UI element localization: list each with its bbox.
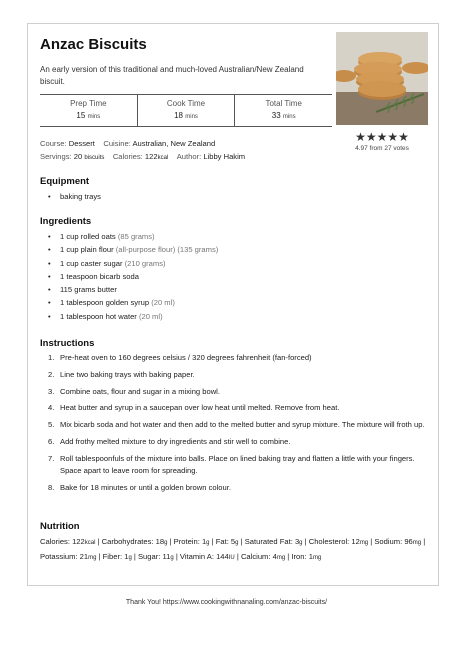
rating-votes: 4.97 from 27 votes [355, 145, 409, 152]
nutrition-item: Saturated Fat: 3g [244, 537, 303, 546]
list-item: 8. Bake for 18 minutes or until a golden brown colour. [48, 483, 231, 493]
ingredients-section [40, 216, 432, 323]
total-time-value: 33 [271, 111, 281, 120]
instructions-heading: Instructions [40, 338, 95, 349]
nutrition-item: Calcium: 4mg [240, 552, 286, 561]
equipment-heading: Equipment [40, 176, 90, 187]
recipe-title: Anzac Biscuits [40, 36, 147, 53]
servings-label: Servings: [40, 152, 72, 161]
list-item: 2. Line two baking trays with baking paper. [48, 369, 195, 379]
total-time-label: Total Time [265, 99, 302, 108]
nutrition-item: Vitamin A: 144IU [179, 552, 235, 561]
course-value: Dessert [68, 139, 95, 148]
list-item: 7. Roll tablespoonfuls of the mixture into balls. Place on lined baking tray and flatten a little with your fingers. Space apart to leave room for spreading. [48, 453, 415, 476]
nutrition-separator: | [238, 537, 245, 546]
total-time [234, 95, 332, 126]
nutrition-separator: | [285, 552, 292, 561]
nutrition-heading: Nutrition [40, 521, 80, 532]
cook-time [137, 95, 235, 126]
recipe-times [40, 94, 332, 127]
list-item: • 1 tablespoon hot water (20 ml) [40, 310, 432, 323]
nutrition-item: Fat: 5g [215, 537, 239, 546]
list-item: • 1 teaspoon bicarb soda [40, 270, 432, 283]
nutrition-separator: | [209, 537, 216, 546]
list-item: • 1 cup rolled oats (85 grams) [40, 230, 432, 243]
recipe-summary: An early version of this traditional and much-loved Australian/New Zealand biscuit. [40, 65, 304, 86]
nutrition-separator: | [167, 537, 174, 546]
ingredients-list [40, 230, 432, 323]
equipment-list [40, 190, 432, 203]
instructions-section [40, 338, 432, 499]
nutrition-separator: | [421, 537, 426, 546]
nutrition-separator: | [173, 552, 180, 561]
nutrition-item: Iron: 1mg [291, 552, 322, 561]
course-label: Course: [40, 139, 67, 148]
servings-unit: biscuits [84, 155, 105, 161]
list-item: 5. Mix bicarb soda and hot water and then add to the melted butter and syrup mixture. The mixture will froth up. [48, 420, 425, 430]
nutrition-separator: | [131, 552, 138, 561]
rating-block [336, 130, 428, 152]
instructions-list [40, 352, 432, 495]
list-item: • 1 tablespoon golden syrup (20 ml) [40, 296, 432, 309]
nutrition-item: Fiber: 1g [102, 552, 132, 561]
prep-time-value: 15 [76, 111, 86, 120]
list-item: • 115 grams butter [40, 283, 432, 296]
servings-value: 20 [73, 152, 83, 161]
list-item: • baking trays [40, 190, 432, 203]
list-item: • 1 cup caster sugar (210 grams) [40, 257, 432, 270]
rating-stars[interactable]: ★★★★★ [355, 130, 409, 144]
list-item: 4. Heat butter and syrup in a saucepan over low heat until melted. Remove from heat. [48, 403, 340, 413]
nutrition-section [40, 521, 432, 565]
nutrition-facts [40, 535, 432, 565]
nutrition-item: Protein: 1g [173, 537, 210, 546]
total-time-unit: mins [282, 114, 296, 120]
nutrition-separator: | [368, 537, 375, 546]
prep-time-label: Prep Time [70, 99, 107, 108]
calories-value: 122 [144, 152, 158, 161]
author-label: Author: [176, 152, 202, 161]
cook-time-value: 18 [174, 111, 183, 120]
prep-time [40, 95, 137, 126]
nutrition-item: Sugar: 11g [137, 552, 174, 561]
nutrition-item: Potassium: 21mg [40, 552, 97, 561]
calories-unit: kcal [157, 155, 169, 161]
nutrition-separator: | [95, 537, 102, 546]
equipment-section [40, 176, 432, 203]
nutrition-item: Cholesterol: 12mg [308, 537, 369, 546]
author-value: Libby Hakim [203, 152, 246, 161]
recipe-meta [40, 137, 340, 165]
recipe-photo [336, 32, 428, 125]
nutrition-separator: | [234, 552, 241, 561]
prep-time-unit: mins [87, 114, 101, 120]
nutrition-separator: | [302, 537, 309, 546]
nutrition-item: Sodium: 96mg [374, 537, 422, 546]
cook-time-label: Cook Time [166, 99, 206, 108]
nutrition-separator: | [96, 552, 103, 561]
ingredients-heading: Ingredients [40, 216, 92, 227]
cuisine-value: Australian, New Zealand [132, 139, 216, 148]
cuisine-label: Cuisine: [103, 139, 131, 148]
footer-link[interactable]: Thank You! https://www.cookingwithnanaling.com/anzac-biscuits/ [125, 599, 328, 606]
calories-label: Calories: [112, 152, 143, 161]
list-item: 1. Pre-heat oven to 160 degrees celsius / 320 degrees fahrenheit (fan-forced) [48, 353, 312, 362]
list-item: • 1 cup plain flour (all-purpose flour) (135 grams) [40, 243, 432, 256]
biscuits-image [336, 32, 428, 125]
cook-time-unit: mins [185, 114, 198, 120]
list-item: 3. Combine oats, flour and sugar in a mixing bowl. [48, 386, 220, 396]
nutrition-item: Calories: 122kcal [40, 537, 96, 546]
nutrition-item: Carbohydrates: 18g [101, 537, 168, 546]
recipe-card [27, 23, 439, 586]
list-item: 6. Add frothy melted mixture to dry ingredients and stir well to combine. [48, 436, 291, 446]
